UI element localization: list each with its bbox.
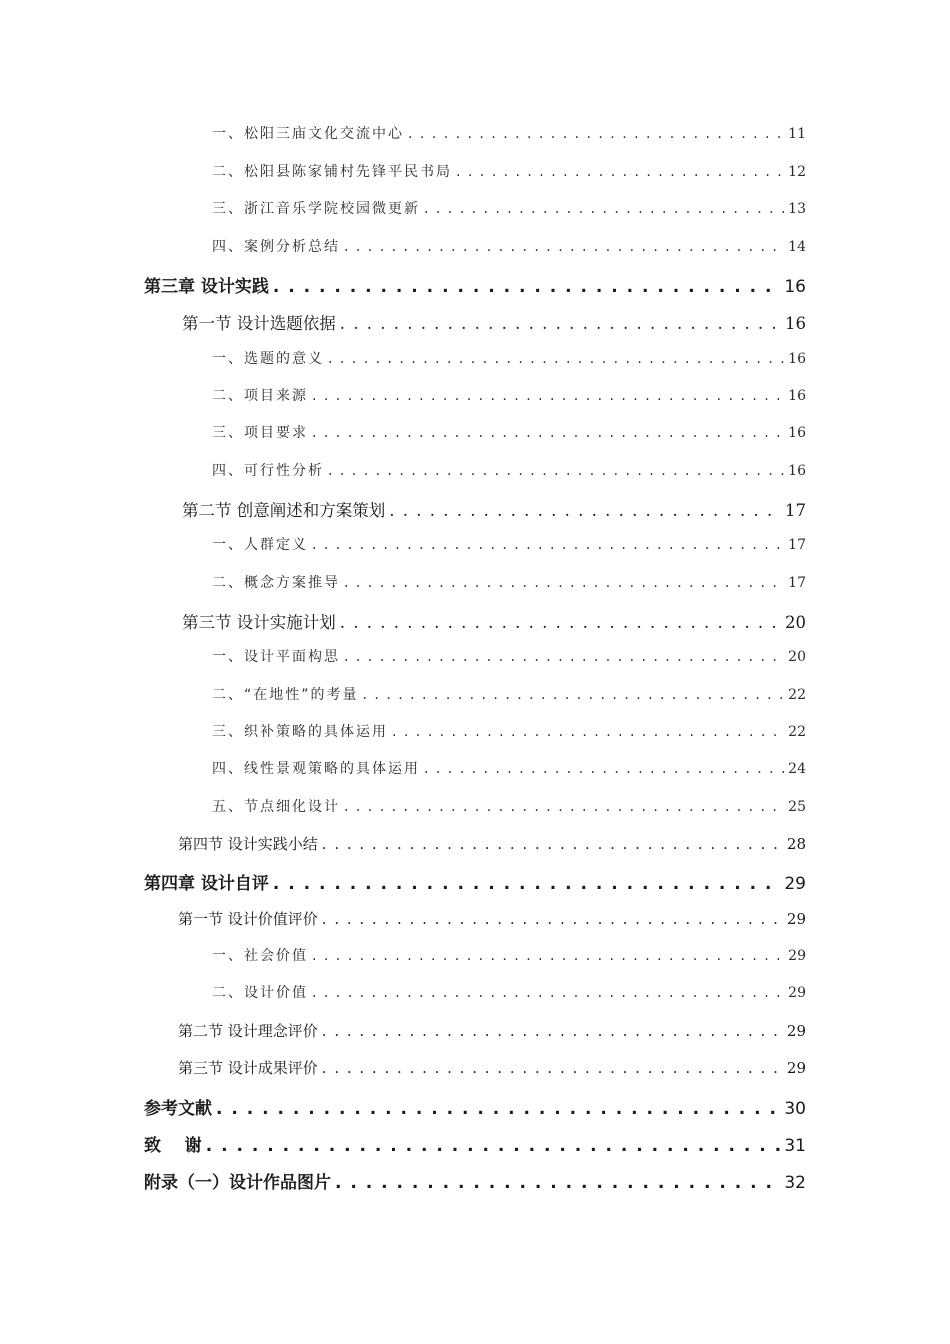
dot-leader [322, 1022, 783, 1040]
toc-entry-label: 一、松阳三庙文化交流中心 [212, 126, 404, 142]
toc-entry[interactable] [212, 721, 806, 741]
toc-entry-page: 25 [788, 799, 806, 815]
toc-section-label: 第一节 设计价值评价 [178, 910, 318, 928]
toc-section[interactable] [178, 1057, 806, 1078]
toc-chapter[interactable] [144, 272, 806, 297]
toc-section[interactable] [182, 497, 806, 521]
toc-chapter-page: 30 [784, 1099, 806, 1119]
toc-entry[interactable] [212, 945, 806, 965]
dot-leader [206, 1136, 781, 1156]
toc-chapter-page: 16 [784, 277, 806, 297]
toc-entry-page: 14 [788, 239, 806, 255]
toc-entry[interactable] [212, 348, 806, 368]
toc-entry[interactable] [212, 422, 806, 442]
toc-entry-page: 16 [788, 463, 806, 479]
dot-leader [273, 277, 780, 297]
toc-entry[interactable] [212, 684, 806, 704]
dot-leader [424, 761, 784, 777]
toc-entry-label: 四、案例分析总结 [212, 239, 340, 255]
dot-leader [312, 985, 784, 1001]
toc-section-label: 第二节 创意阐述和方案策划 [182, 501, 386, 520]
toc-entry-label: 一、设计平面构思 [212, 649, 340, 665]
dot-leader [340, 613, 781, 632]
dot-leader [408, 126, 784, 142]
toc-entry-page: 16 [788, 351, 806, 367]
toc-section-page: 29 [786, 910, 806, 928]
toc-entry-label: 三、织补策略的具体运用 [212, 724, 388, 740]
toc-chapter[interactable] [144, 1094, 806, 1119]
toc-section-page: 28 [786, 835, 806, 853]
toc-entry-label: 三、项目要求 [212, 425, 308, 441]
toc-entry-page: 29 [788, 948, 806, 964]
toc-chapter-page: 29 [784, 874, 806, 894]
toc-entry-page: 20 [788, 649, 806, 665]
toc-section-page: 20 [785, 613, 806, 632]
dot-leader [312, 537, 784, 553]
dot-leader [312, 388, 784, 404]
dot-leader [344, 239, 784, 255]
toc-chapter-label: 第三章 设计实践 [144, 277, 269, 297]
dot-leader [322, 1059, 783, 1077]
toc-entry-label: 二、概念方案推导 [212, 575, 340, 591]
toc-entry[interactable] [212, 236, 806, 256]
dot-leader [328, 351, 784, 367]
toc-section-page: 29 [786, 1022, 806, 1040]
dot-leader [363, 687, 784, 703]
toc-entry[interactable] [212, 796, 806, 816]
toc-section-page: 17 [785, 501, 806, 520]
toc-entry-label: 二、项目来源 [212, 388, 308, 404]
toc-section-label: 第三节 设计成果评价 [178, 1059, 318, 1077]
toc-entry-label: 一、社会价值 [212, 948, 308, 964]
toc-entry-page: 11 [788, 126, 806, 142]
toc-section[interactable] [178, 908, 806, 929]
dot-leader [344, 649, 784, 665]
dot-leader [322, 835, 783, 853]
toc-section[interactable] [178, 1020, 806, 1041]
toc-entry-label: 四、线性景观策略的具体运用 [212, 761, 420, 777]
toc-section-label: 第四节 设计实践小结 [178, 835, 318, 853]
toc-chapter-page: 32 [784, 1173, 806, 1193]
dot-leader [456, 164, 784, 180]
toc-section-label: 第二节 设计理念评价 [178, 1022, 318, 1040]
toc-chapter[interactable] [144, 1168, 806, 1193]
toc-section-page: 16 [785, 314, 806, 333]
toc-section[interactable] [182, 609, 806, 633]
toc-section-page: 29 [786, 1059, 806, 1077]
toc-entry-page: 12 [788, 164, 806, 180]
toc-entry[interactable] [212, 161, 806, 181]
toc-entry[interactable] [212, 646, 806, 666]
toc-entry-page: 22 [788, 724, 806, 740]
toc-entry-label: 五、节点细化设计 [212, 799, 340, 815]
toc-chapter-label: 附录（一）设计作品图片 [144, 1173, 331, 1193]
toc-chapter-label: 参考文献 [144, 1099, 212, 1119]
dot-leader [322, 910, 783, 928]
dot-leader [216, 1099, 780, 1119]
toc-entry-page: 17 [788, 575, 806, 591]
toc-entry[interactable] [212, 572, 806, 592]
toc-entry[interactable] [212, 385, 806, 405]
toc-entry[interactable] [212, 123, 806, 143]
toc-entry[interactable] [212, 758, 806, 778]
dot-leader [335, 1173, 780, 1193]
dot-leader [424, 201, 784, 217]
toc-entry-label: 四、可行性分析 [212, 463, 324, 479]
dot-leader [392, 724, 784, 740]
dot-leader [273, 874, 780, 894]
toc-entry-label: 二、“在地性”的考量 [212, 687, 359, 703]
toc-chapter-page: 31 [784, 1136, 806, 1156]
toc-entry-label: 三、浙江音乐学院校园微更新 [212, 201, 420, 217]
toc-entry-label: 一、人群定义 [212, 537, 308, 553]
toc-entry[interactable] [212, 534, 806, 554]
dot-leader [328, 463, 784, 479]
toc-entry-page: 22 [788, 687, 806, 703]
toc-entry-label: 二、设计价值 [212, 985, 308, 1001]
toc-entry-page: 24 [788, 761, 806, 777]
toc-entry[interactable] [212, 982, 806, 1002]
toc-entry[interactable] [212, 198, 806, 218]
toc-section-label: 第三节 设计实施计划 [182, 613, 336, 632]
dot-leader [340, 314, 781, 333]
toc-chapter[interactable] [144, 869, 806, 894]
toc-entry-page: 13 [788, 201, 806, 217]
toc-chapter-label: 致 谢 [144, 1136, 202, 1156]
dot-leader [312, 425, 784, 441]
toc-section-label: 第一节 设计选题依据 [182, 314, 336, 333]
toc-section[interactable] [178, 833, 806, 854]
toc-entry-page: 16 [788, 388, 806, 404]
dot-leader [312, 948, 784, 964]
toc-entry[interactable] [212, 460, 806, 480]
toc-chapter-label: 第四章 设计自评 [144, 874, 269, 894]
dot-leader [389, 501, 781, 520]
toc-section[interactable] [182, 310, 806, 334]
dot-leader [344, 799, 784, 815]
toc-entry-label: 二、松阳县陈家铺村先锋平民书局 [212, 164, 452, 180]
toc-entry-page: 17 [788, 537, 806, 553]
toc-chapter[interactable] [144, 1131, 806, 1156]
toc-entry-page: 16 [788, 425, 806, 441]
toc-entry-label: 一、选题的意义 [212, 351, 324, 367]
dot-leader [344, 575, 784, 591]
toc-entry-page: 29 [788, 985, 806, 1001]
